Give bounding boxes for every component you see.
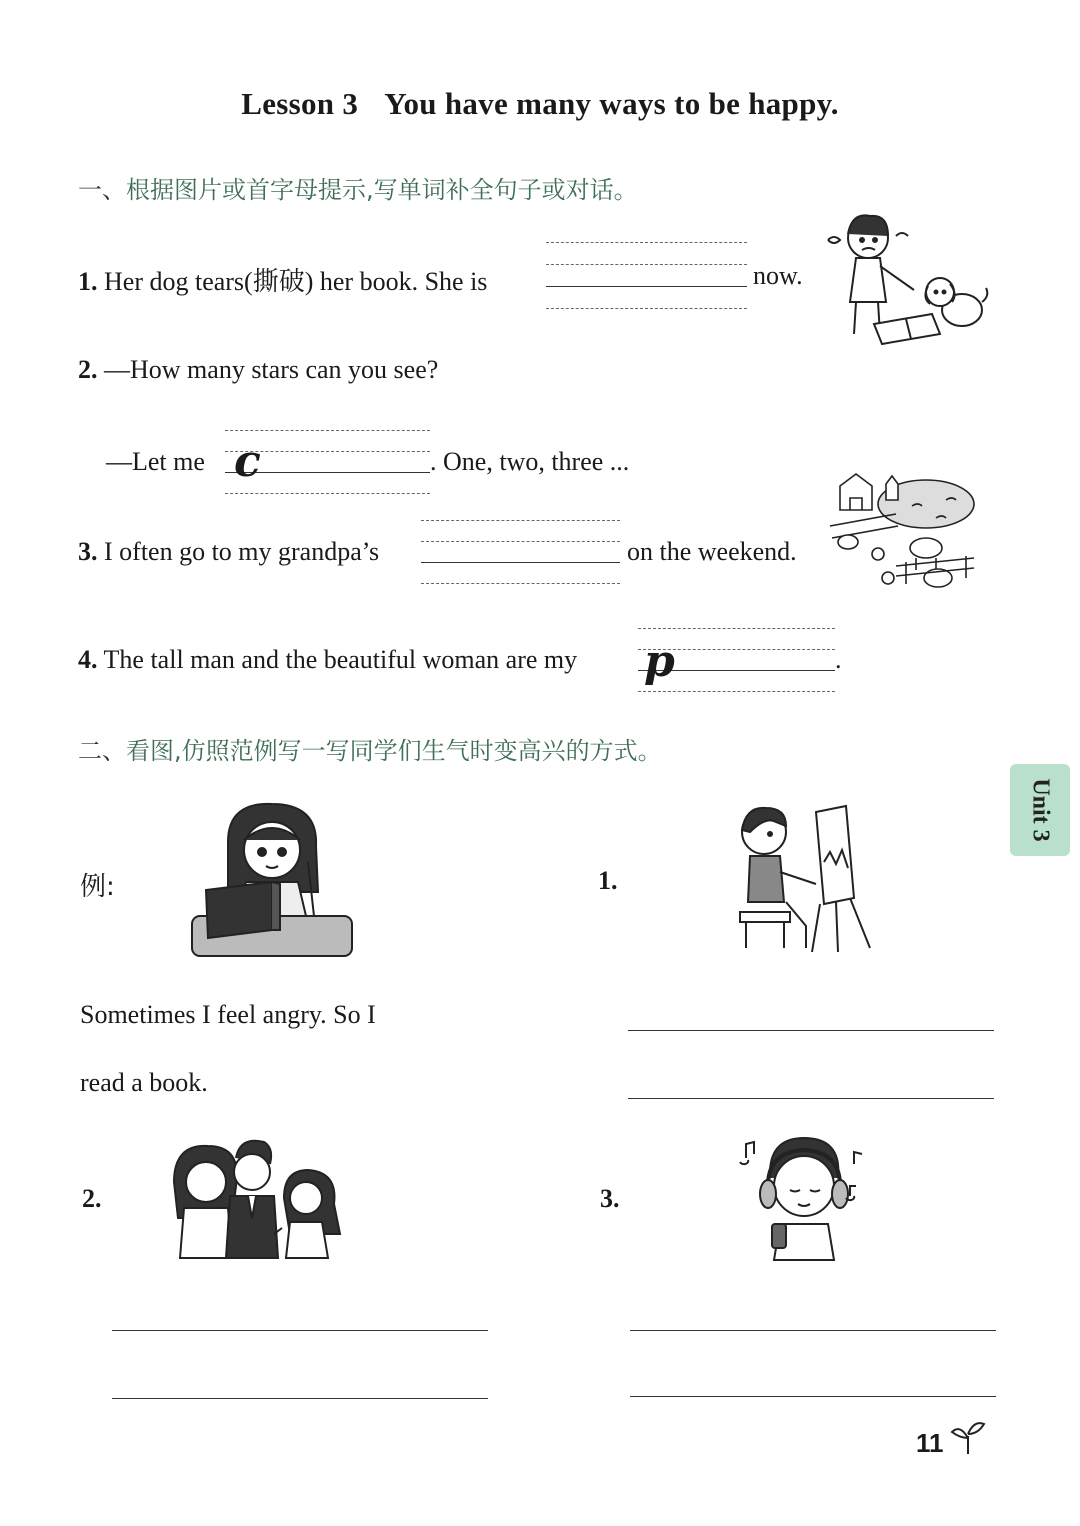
question-1 (78, 261, 487, 298)
lesson-number: Lesson 3 (241, 86, 359, 121)
question-4 (78, 645, 577, 675)
q3-writing-guide[interactable] (421, 520, 620, 584)
question-4-number: 4. (78, 645, 98, 674)
question-1-text: Her dog tears(撕破) her book. She is (104, 267, 488, 296)
question-3-text: I often go to my grandpa’s (104, 537, 380, 566)
family-talking-illustration (170, 1138, 346, 1262)
section-1-text: 根据图片或首字母提示,写单词补全句子或对话。 (126, 176, 638, 204)
item-1-answer-line-2[interactable] (628, 1098, 994, 1099)
unit-tab (1010, 764, 1070, 856)
question-4-ending: . (835, 645, 842, 674)
farm-illustration (826, 466, 976, 594)
question-3-ending: on the weekend. (627, 537, 797, 566)
item-1-number: 1. (598, 866, 618, 895)
q1-writing-guide[interactable] (546, 242, 747, 310)
angry-girl-dog-illustration (822, 206, 988, 348)
item-2-answer-line-1[interactable] (112, 1330, 488, 1331)
question-2-prompt: —How many stars can you see? (104, 355, 439, 384)
question-4-text: The tall man and the beautiful woman are my (103, 645, 578, 674)
section-2-text: 看图,仿照范例写一写同学们生气时变高兴的方式。 (126, 737, 662, 765)
example-sentence-line-1: Sometimes I feel angry. So I (80, 1000, 376, 1029)
q2-first-letter-hint: c (234, 436, 261, 487)
example-label: 例: (80, 872, 115, 902)
question-1-number: 1. (78, 267, 98, 296)
item-2-number: 2. (82, 1184, 102, 1213)
question-3-number: 3. (78, 537, 98, 566)
page-number: 11 (916, 1428, 944, 1458)
item-1-answer-line-1[interactable] (628, 1030, 994, 1031)
item-3-answer-line-2[interactable] (630, 1396, 996, 1397)
section-2-instruction (78, 731, 662, 766)
unit-tab-label: Unit 3 (1027, 778, 1054, 842)
question-2 (78, 355, 438, 385)
item-2-answer-line-2[interactable] (112, 1398, 488, 1399)
boy-listening-music-illustration (738, 1134, 868, 1262)
question-2-reply-end: . One, two, three ... (430, 447, 630, 476)
item-3-number: 3. (600, 1184, 620, 1213)
lesson-heading: You have many ways to be happy. (384, 86, 839, 121)
section-2-marker: 二、 (78, 737, 126, 765)
q4-first-letter-hint: p (644, 636, 675, 687)
example-sentence-line-2: read a book. (80, 1068, 208, 1097)
boy-painting-illustration (736, 802, 878, 954)
question-3 (78, 537, 379, 567)
lesson-title (0, 86, 1080, 122)
item-3-answer-line-1[interactable] (630, 1330, 996, 1331)
sprout-icon (950, 1420, 986, 1456)
girl-reading-illustration (188, 802, 356, 960)
question-2-reply-start: —Let me (106, 447, 205, 476)
section-1-instruction (78, 170, 638, 205)
question-1-ending: now. (753, 261, 803, 290)
section-1-marker: 一、 (78, 176, 126, 204)
question-2-number: 2. (78, 355, 98, 384)
